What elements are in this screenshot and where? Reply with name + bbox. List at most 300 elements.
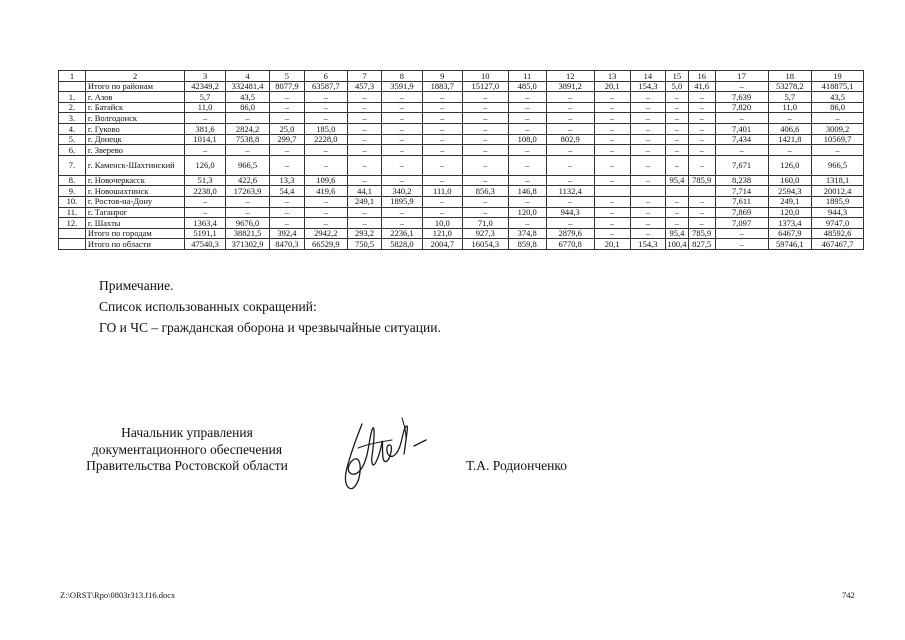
- value-cell: –: [382, 218, 422, 229]
- value-cell: 51,3: [185, 175, 225, 186]
- value-cell: 249,1: [348, 196, 382, 207]
- value-cell: 467467,7: [812, 239, 864, 250]
- value-cell: –: [185, 113, 225, 124]
- value-cell: –: [688, 113, 715, 124]
- value-cell: –: [185, 145, 225, 156]
- value-cell: 827,5: [688, 239, 715, 250]
- value-cell: 8077,9: [270, 81, 304, 92]
- value-cell: 7,869: [715, 207, 768, 218]
- value-cell: 457,3: [348, 81, 382, 92]
- value-cell: 11,0: [185, 102, 225, 113]
- value-cell: –: [715, 81, 768, 92]
- value-cell: –: [508, 175, 546, 186]
- value-cell: 1421,8: [768, 134, 812, 145]
- column-header: 13: [594, 71, 630, 82]
- table-row: [59, 102, 864, 113]
- abbr-header: Список использованных сокращений:: [99, 299, 317, 314]
- value-cell: –: [715, 239, 768, 250]
- column-header: 2: [85, 71, 184, 82]
- value-cell: –: [666, 196, 689, 207]
- value-cell: –: [462, 134, 508, 145]
- value-cell: 374,8: [508, 228, 546, 239]
- column-header: 15: [666, 71, 689, 82]
- row-number-cell: 10.: [59, 196, 86, 207]
- value-cell: –: [666, 145, 689, 156]
- row-number-cell: [59, 81, 86, 92]
- value-cell: –: [348, 218, 382, 229]
- value-cell: 406,6: [768, 123, 812, 134]
- value-cell: 20,1: [594, 239, 630, 250]
- value-cell: –: [666, 218, 689, 229]
- value-cell: –: [594, 145, 630, 156]
- value-cell: 3891,2: [546, 81, 594, 92]
- value-cell: –: [382, 102, 422, 113]
- value-cell: –: [688, 102, 715, 113]
- row-name-cell: г. Зверево: [85, 145, 184, 156]
- value-cell: –: [594, 92, 630, 103]
- value-cell: –: [185, 196, 225, 207]
- value-cell: –: [225, 145, 270, 156]
- value-cell: –: [422, 145, 462, 156]
- value-cell: 63587,7: [304, 81, 348, 92]
- value-cell: 160,0: [768, 175, 812, 186]
- value-cell: 381,6: [185, 123, 225, 134]
- value-cell: 2238,0: [185, 186, 225, 197]
- value-cell: 38821,5: [225, 228, 270, 239]
- row-number-cell: [59, 239, 86, 250]
- table-row: [59, 134, 864, 145]
- value-cell: –: [688, 92, 715, 103]
- value-cell: –: [666, 207, 689, 218]
- value-cell: –: [630, 145, 665, 156]
- row-number-cell: 3.: [59, 113, 86, 124]
- row-name-cell: г. Донецк: [85, 134, 184, 145]
- value-cell: –: [688, 196, 715, 207]
- table-row: [59, 218, 864, 229]
- value-cell: –: [382, 123, 422, 134]
- value-cell: 10569,7: [812, 134, 864, 145]
- value-cell: –: [462, 175, 508, 186]
- value-cell: 1895,9: [382, 196, 422, 207]
- value-cell: –: [382, 175, 422, 186]
- value-cell: 126,0: [768, 155, 812, 175]
- value-cell: –: [270, 196, 304, 207]
- value-cell: 2942,2: [304, 228, 348, 239]
- value-cell: [688, 186, 715, 197]
- value-cell: –: [812, 145, 864, 156]
- value-cell: 111,0: [422, 186, 462, 197]
- table-row: [59, 113, 864, 124]
- value-cell: –: [666, 155, 689, 175]
- value-cell: 1895,9: [812, 196, 864, 207]
- value-cell: 100,4: [667, 238, 687, 249]
- value-cell: 856,3: [462, 186, 508, 197]
- column-header: 11: [508, 71, 546, 82]
- value-cell: 299,7: [270, 134, 304, 145]
- value-cell: 53278,2: [768, 81, 812, 92]
- value-cell: –: [688, 145, 715, 156]
- value-cell: 2228,0: [304, 134, 348, 145]
- value-cell: 7,097: [715, 218, 768, 229]
- value-cell: 16054,3: [462, 239, 508, 250]
- value-cell: –: [348, 113, 382, 124]
- value-cell: –: [462, 207, 508, 218]
- row-name-cell: г. Волгодонск: [85, 113, 184, 124]
- row-number-cell: 2.: [59, 102, 86, 113]
- value-cell: 25,0: [270, 123, 304, 134]
- row-number-cell: [59, 228, 86, 239]
- value-cell: 9747,0: [812, 218, 864, 229]
- value-cell: 2824,2: [225, 123, 270, 134]
- value-cell: –: [594, 134, 630, 145]
- column-header: 14: [630, 71, 665, 82]
- value-cell: –: [270, 145, 304, 156]
- value-cell: –: [348, 175, 382, 186]
- value-cell: –: [422, 113, 462, 124]
- value-cell: –: [715, 113, 768, 124]
- value-cell: –: [630, 123, 665, 134]
- value-cell: 54,4: [270, 186, 304, 197]
- value-cell: –: [715, 228, 768, 239]
- row-name-cell: Итого по области: [85, 239, 184, 250]
- value-cell: 66529,9: [304, 239, 348, 250]
- signer-title: [56, 425, 318, 475]
- column-header: 8: [382, 71, 422, 82]
- value-cell: 249,1: [768, 196, 812, 207]
- row-name-cell: Итого по городам: [85, 228, 184, 239]
- value-cell: –: [382, 92, 422, 103]
- value-cell: –: [382, 207, 422, 218]
- signer-name: Т.А. Родионченко: [466, 458, 567, 473]
- table-row: [59, 145, 864, 156]
- value-cell: 7,611: [715, 196, 768, 207]
- value-cell: –: [688, 123, 715, 134]
- note-title: Примечание.: [99, 278, 174, 293]
- value-cell: –: [225, 196, 270, 207]
- value-cell: –: [462, 145, 508, 156]
- value-cell: –: [630, 113, 665, 124]
- value-cell: –: [270, 113, 304, 124]
- value-cell: 41,6: [688, 81, 715, 92]
- value-cell: 17263,9: [225, 186, 270, 197]
- row-name-cell: г. Батайск: [85, 102, 184, 113]
- table-row: [59, 123, 864, 134]
- value-cell: 419,6: [304, 186, 348, 197]
- value-cell: –: [768, 145, 812, 156]
- value-cell: 7,639: [715, 92, 768, 103]
- value-cell: –: [594, 218, 630, 229]
- row-number-cell: 9.: [59, 186, 86, 197]
- value-cell: –: [382, 145, 422, 156]
- value-cell: 1132,4: [546, 186, 594, 197]
- value-cell: –: [304, 196, 348, 207]
- footer-file-path: Z:\ORST\Rpo\0803r313.f16.docx: [60, 590, 176, 600]
- signer-line-3: Правительства Ростовской области: [86, 458, 288, 473]
- row-name-cell: г. Каменск-Шахтинский: [85, 155, 184, 175]
- value-cell: –: [594, 207, 630, 218]
- value-cell: –: [508, 155, 546, 175]
- value-cell: –: [594, 196, 630, 207]
- value-cell: –: [508, 145, 546, 156]
- value-cell: –: [594, 102, 630, 113]
- value-cell: –: [185, 207, 225, 218]
- table-body: [59, 81, 864, 249]
- value-cell: 1363,4: [185, 218, 225, 229]
- value-cell: –: [594, 113, 630, 124]
- value-cell: –: [812, 113, 864, 124]
- value-cell: 7,671: [715, 155, 768, 175]
- row-name-cell: г. Гуково: [85, 123, 184, 134]
- value-cell: 9676,0: [225, 218, 270, 229]
- value-cell: –: [546, 102, 594, 113]
- value-cell: –: [666, 102, 689, 113]
- value-cell: –: [630, 207, 665, 218]
- value-cell: –: [348, 134, 382, 145]
- value-cell: 1373,4: [768, 218, 812, 229]
- value-cell: 418875,1: [812, 81, 864, 92]
- table-row: [59, 239, 864, 250]
- column-header: 10: [462, 71, 508, 82]
- value-cell: –: [382, 113, 422, 124]
- value-cell: –: [768, 113, 812, 124]
- value-cell: –: [304, 155, 348, 175]
- value-cell: 392,4: [270, 228, 304, 239]
- signer-line-1: Начальник управления: [121, 425, 253, 440]
- value-cell: –: [508, 123, 546, 134]
- value-cell: 7,820: [715, 102, 768, 113]
- value-cell: 10,0: [422, 218, 462, 229]
- value-cell: –: [270, 218, 304, 229]
- value-cell: 43,5: [225, 92, 270, 103]
- row-number-cell: 11.: [59, 207, 86, 218]
- value-cell: –: [630, 218, 665, 229]
- value-cell: –: [422, 92, 462, 103]
- row-name-cell: г. Новочеркасск: [85, 175, 184, 186]
- value-cell: 340,2: [382, 186, 422, 197]
- value-cell: 48592,6: [812, 228, 864, 239]
- value-cell: –: [462, 155, 508, 175]
- value-cell: 2004,7: [422, 239, 462, 250]
- page-number: 742: [842, 590, 855, 600]
- value-cell: –: [422, 196, 462, 207]
- column-header: 4: [225, 71, 270, 82]
- value-cell: –: [546, 92, 594, 103]
- table-row: [59, 228, 864, 239]
- data-table: [58, 70, 864, 250]
- value-cell: –: [304, 102, 348, 113]
- value-cell: –: [546, 123, 594, 134]
- value-cell: 120,0: [508, 207, 546, 218]
- row-name-cell: г. Таганрог: [85, 207, 184, 218]
- value-cell: –: [594, 155, 630, 175]
- value-cell: –: [630, 92, 665, 103]
- table-row: [59, 155, 864, 175]
- value-cell: 8,238: [715, 175, 768, 186]
- value-cell: –: [546, 196, 594, 207]
- value-cell: –: [422, 123, 462, 134]
- column-header: 7: [348, 71, 382, 82]
- value-cell: –: [688, 218, 715, 229]
- column-header: 16: [688, 71, 715, 82]
- value-cell: –: [382, 155, 422, 175]
- column-header: 12: [546, 71, 594, 82]
- value-cell: 126,0: [185, 155, 225, 175]
- value-cell: 42349,2: [185, 81, 225, 92]
- value-cell: –: [666, 92, 689, 103]
- value-cell: –: [422, 207, 462, 218]
- value-cell: –: [422, 102, 462, 113]
- value-cell: –: [348, 102, 382, 113]
- value-cell: –: [348, 155, 382, 175]
- value-cell: –: [546, 155, 594, 175]
- value-cell: –: [666, 134, 689, 145]
- value-cell: 485,0: [508, 81, 546, 92]
- value-cell: –: [304, 145, 348, 156]
- value-cell: –: [304, 113, 348, 124]
- value-cell: 750,5: [348, 239, 382, 250]
- value-cell: 966,5: [225, 155, 270, 175]
- table-row: [59, 175, 864, 186]
- value-cell: –: [594, 123, 630, 134]
- row-name-cell: г. Ростов-на-Дону: [85, 196, 184, 207]
- abbr-line: ГО и ЧС – гражданская оборона и чрезвычайные ситуации.: [99, 320, 441, 335]
- value-cell: 859,8: [508, 239, 546, 250]
- value-cell: 7,401: [715, 123, 768, 134]
- value-cell: –: [270, 155, 304, 175]
- value-cell: 11,0: [768, 102, 812, 113]
- value-cell: –: [508, 92, 546, 103]
- value-cell: –: [422, 155, 462, 175]
- value-cell: 2594,3: [768, 186, 812, 197]
- value-cell: –: [462, 92, 508, 103]
- header-row: [59, 71, 864, 82]
- value-cell: 7538,8: [225, 134, 270, 145]
- value-cell: 86,0: [225, 102, 270, 113]
- row-number-cell: 1.: [59, 92, 86, 103]
- value-cell: –: [594, 228, 630, 239]
- column-header: 3: [185, 71, 225, 82]
- handwritten-signature: [318, 412, 448, 497]
- value-cell: –: [630, 228, 665, 239]
- value-cell: –: [462, 113, 508, 124]
- value-cell: 154,3: [630, 81, 665, 92]
- row-number-cell: 4.: [59, 123, 86, 134]
- value-cell: 802,9: [546, 134, 594, 145]
- value-cell: 332481,4: [225, 81, 270, 92]
- value-cell: 95,4: [666, 228, 689, 239]
- column-header: 17: [715, 71, 768, 82]
- column-header: 6: [304, 71, 348, 82]
- value-cell: 108,0: [508, 134, 546, 145]
- column-header: 5: [270, 71, 304, 82]
- value-cell: [630, 186, 665, 197]
- value-cell: 7,434: [715, 134, 768, 145]
- value-cell: –: [630, 196, 665, 207]
- value-cell: –: [546, 145, 594, 156]
- value-cell: [666, 186, 689, 197]
- table-header: [59, 71, 864, 82]
- value-cell: –: [304, 218, 348, 229]
- value-cell: –: [630, 102, 665, 113]
- value-cell: 120,0: [768, 207, 812, 218]
- row-name-cell: г. Азов: [85, 92, 184, 103]
- value-cell: 1318,1: [812, 175, 864, 186]
- value-cell: 8470,3: [270, 239, 304, 250]
- value-cell: 59746,1: [768, 239, 812, 250]
- value-cell: 13,3: [270, 175, 304, 186]
- value-cell: 5828,0: [382, 239, 422, 250]
- value-cell: 5,7: [768, 92, 812, 103]
- table-row: [59, 92, 864, 103]
- value-cell: 7,714: [715, 186, 768, 197]
- column-header: 9: [422, 71, 462, 82]
- value-cell: 966,5: [812, 155, 864, 175]
- column-header: 19: [812, 71, 864, 82]
- table-row: [59, 196, 864, 207]
- value-cell: –: [462, 102, 508, 113]
- value-cell: 47540,3: [185, 239, 225, 250]
- row-number-cell: 5.: [59, 134, 86, 145]
- row-number-cell: 12.: [59, 218, 86, 229]
- value-cell: 146,8: [508, 186, 546, 197]
- value-cell: –: [422, 134, 462, 145]
- value-cell: 944,3: [812, 207, 864, 218]
- value-cell: 785,9: [688, 175, 715, 186]
- row-name-cell: Итого по районам: [85, 81, 184, 92]
- value-cell: –: [508, 102, 546, 113]
- value-cell: 3009,2: [812, 123, 864, 134]
- row-name-cell: г. Шахты: [85, 218, 184, 229]
- value-cell: 293,2: [348, 228, 382, 239]
- value-cell: 1014,1: [185, 134, 225, 145]
- row-number-cell: 6.: [59, 145, 86, 156]
- value-cell: –: [508, 218, 546, 229]
- value-cell: –: [666, 113, 689, 124]
- value-cell: –: [715, 145, 768, 156]
- value-cell: 422,6: [225, 175, 270, 186]
- value-cell: 2879,6: [546, 228, 594, 239]
- value-cell: 121,0: [422, 228, 462, 239]
- value-cell: –: [225, 207, 270, 218]
- value-cell: –: [348, 145, 382, 156]
- value-cell: 371302,9: [225, 239, 270, 250]
- value-cell: 5,7: [185, 92, 225, 103]
- value-cell: –: [546, 218, 594, 229]
- value-cell: –: [508, 196, 546, 207]
- value-cell: –: [304, 207, 348, 218]
- value-cell: –: [666, 123, 689, 134]
- value-cell: 185,0: [304, 123, 348, 134]
- value-cell: –: [546, 113, 594, 124]
- value-cell: –: [546, 175, 594, 186]
- value-cell: 86,0: [812, 102, 864, 113]
- value-cell: –: [422, 175, 462, 186]
- value-cell: –: [270, 102, 304, 113]
- value-cell: 95,4: [666, 175, 689, 186]
- value-cell: –: [270, 92, 304, 103]
- value-cell: –: [348, 207, 382, 218]
- value-cell: 5,0: [666, 81, 689, 92]
- value-cell: –: [594, 175, 630, 186]
- value-cell: 2236,1: [382, 228, 422, 239]
- value-cell: 109,6: [304, 175, 348, 186]
- table-row: [59, 207, 864, 218]
- value-cell: 20012,4: [812, 186, 864, 197]
- table-row: [59, 186, 864, 197]
- value-cell: –: [225, 113, 270, 124]
- value-cell: 71,0: [462, 218, 508, 229]
- value-cell: [594, 186, 630, 197]
